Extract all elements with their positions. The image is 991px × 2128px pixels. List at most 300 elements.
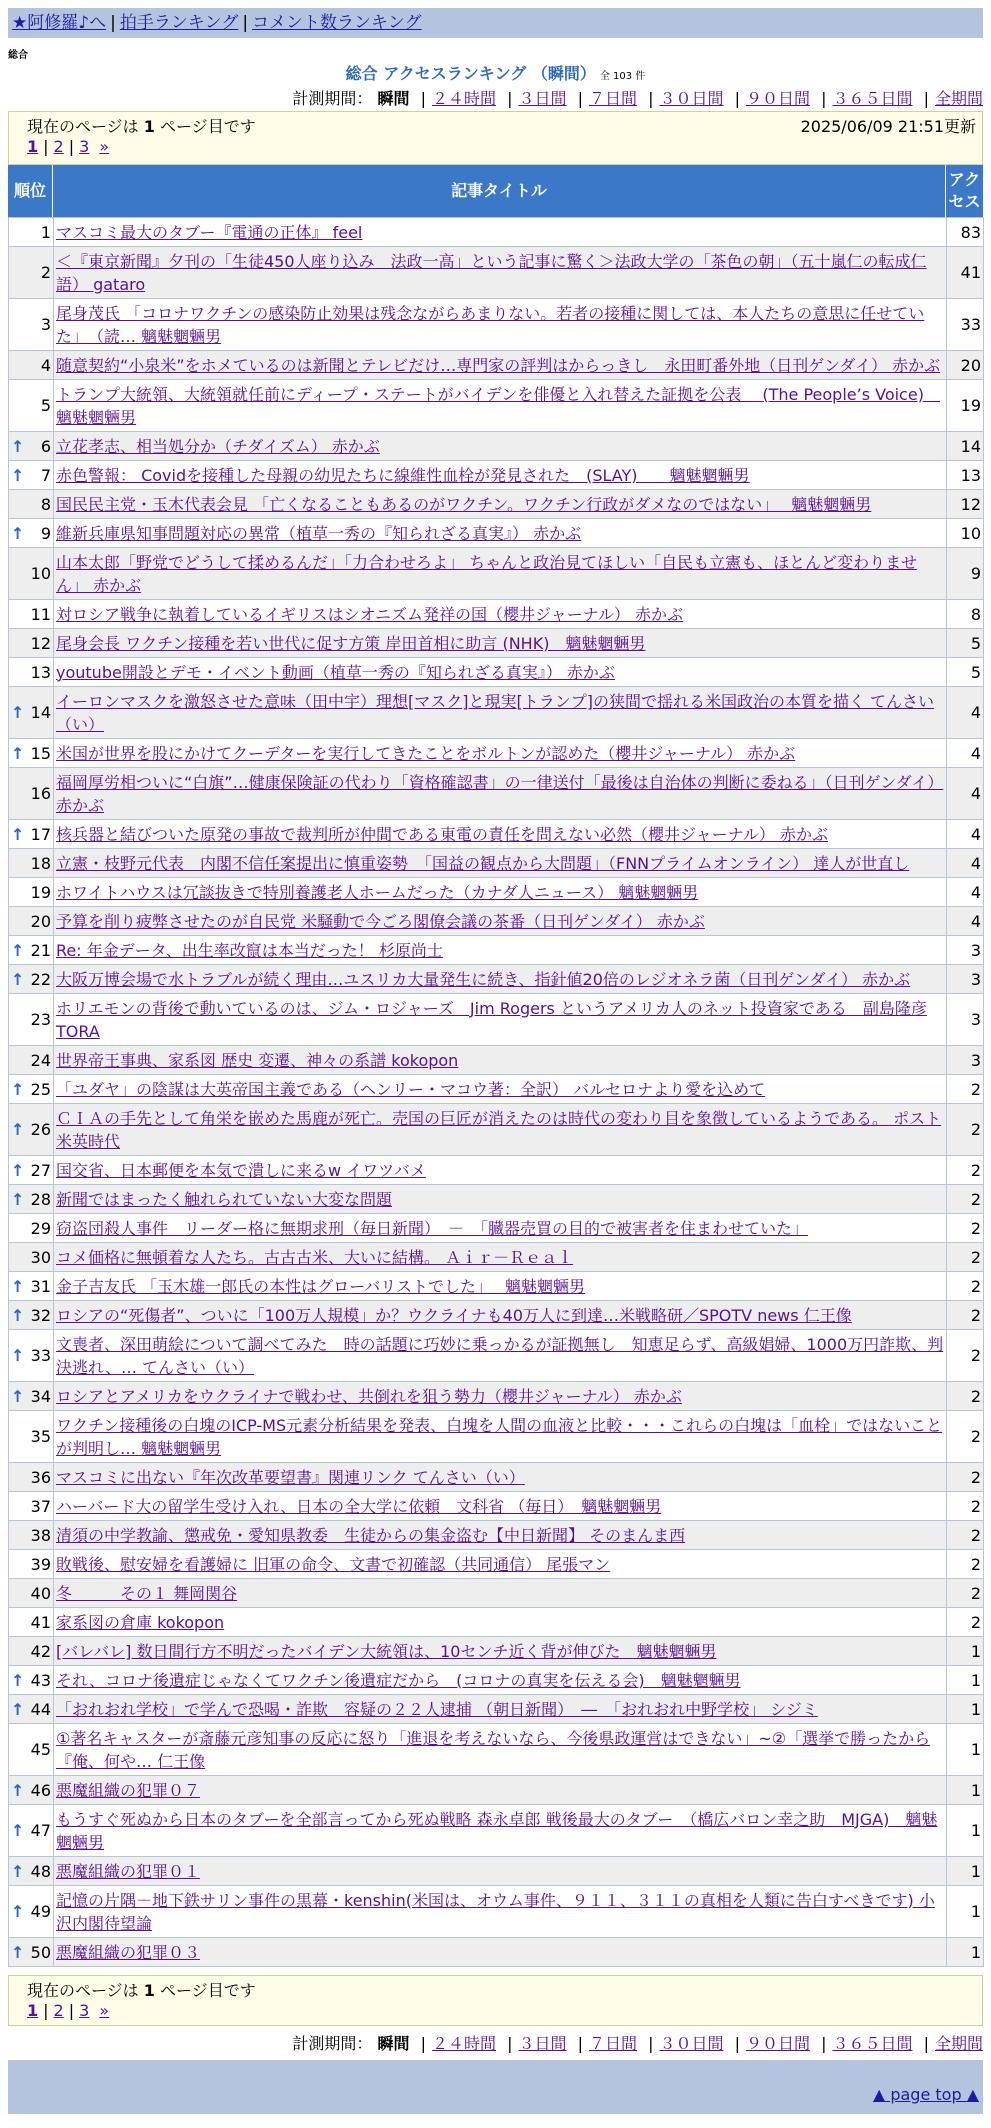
- article-title-link[interactable]: Re: 年金データ、出生率改竄は本当だった！ 杉原尚士: [56, 940, 443, 960]
- access-count: 5: [947, 629, 984, 658]
- page-1-link[interactable]: 1: [27, 137, 39, 156]
- rank-cell: [9, 600, 54, 629]
- rank-cell: [9, 1411, 54, 1463]
- rank-number: 20: [30, 911, 51, 931]
- table-row: [9, 658, 984, 687]
- period-label: 計測期間：: [292, 89, 373, 108]
- rank-number: 25: [30, 1079, 51, 1099]
- period-separator: |: [507, 2034, 513, 2053]
- article-title-link[interactable]: 立憲・枝野元代表 内閣不信任案提出に慎重姿勢 「国益の観点から大問題」（FNNプライムオンライン） 達人が世直し: [56, 853, 910, 873]
- category-label: 総合: [8, 50, 28, 61]
- rank-number: 37: [30, 1496, 51, 1516]
- title-cell: [54, 432, 947, 461]
- access-count: 4: [947, 907, 984, 936]
- rank-number: 39: [30, 1554, 51, 1574]
- rank-cell: [9, 1938, 54, 1967]
- table-row: [9, 600, 984, 629]
- period-separator: |: [420, 89, 426, 108]
- rank-cell: [9, 299, 54, 351]
- title-cell: [54, 658, 947, 687]
- title-cell: [54, 687, 947, 739]
- home-link[interactable]: ★阿修羅♪へ: [12, 13, 107, 33]
- article-title-link[interactable]: 随意契約“小泉米”をホメているのは新聞とテレビだけ…専門家の評判はからっきし 永田町番外地（日刊ゲンダイ） 赤かぶ: [56, 355, 941, 375]
- pagination: 1 | 2 | 3 »: [27, 2001, 110, 2020]
- comment-ranking-link[interactable]: コメント数ランキング: [252, 13, 422, 33]
- rank-up-arrow-icon: ↑: [11, 1160, 25, 1180]
- rank-number: 50: [30, 1942, 51, 1962]
- title-cell: [54, 994, 947, 1046]
- page-2-link[interactable]: 2: [53, 137, 64, 156]
- rank-cell: [9, 1214, 54, 1243]
- table-row: [9, 768, 984, 820]
- access-count: 2: [947, 1330, 984, 1382]
- rank-number: 45: [30, 1740, 51, 1759]
- article-title-link[interactable]: 金子吉友氏 「玉木雄一郎氏の本性はグローバリストでした」 魑魅魍魎男: [56, 1276, 586, 1296]
- access-count: 1: [947, 1637, 984, 1666]
- rank-up-arrow-icon: ↑: [11, 1699, 25, 1719]
- rank-cell: [9, 1886, 54, 1938]
- rank-number: 49: [30, 1902, 51, 1921]
- period-separator: |: [734, 89, 740, 108]
- table-row: [9, 380, 984, 432]
- nav-separator: |: [110, 13, 116, 33]
- access-count: 1: [947, 1805, 984, 1857]
- title-cell: [54, 1521, 947, 1550]
- article-title-link[interactable]: 「ユダヤ」の陰謀は大英帝国主義である（ヘンリー・マコウ著：全訳） バルセロナより愛を込めて: [56, 1079, 766, 1099]
- rank-cell: [9, 1301, 54, 1330]
- article-title-link[interactable]: マスコミ最大のタブー『電通の正体』 feel: [56, 222, 363, 242]
- page-title: [0, 61, 991, 84]
- period-all-link[interactable]: 全期間: [934, 2034, 983, 2053]
- table-header: [8, 165, 983, 217]
- article-title-link[interactable]: 悪魔組織の犯罪０１: [56, 1861, 201, 1881]
- access-count: 3: [947, 936, 984, 965]
- rank-number: 48: [30, 1861, 51, 1881]
- rank-cell: [9, 247, 54, 299]
- title-cell: [54, 1666, 947, 1695]
- access-count: 4: [947, 739, 984, 768]
- access-count: 12: [947, 490, 984, 519]
- article-title-link[interactable]: トランプ大統領、大統領就任前にディープ・ステートがバイデンを俳優と入れ替えた証拠を公表 (The People’s Voice) 魑魅魍魎男: [56, 384, 940, 427]
- article-title-link[interactable]: もうすぐ死ぬから日本のタブーを全部言ってから死ぬ戦略 森永卓郎 戦後最大のタブー （橋広バロン幸之助 MJGA) 魑魅魍魎男: [56, 1809, 938, 1852]
- rank-number: 31: [30, 1276, 51, 1296]
- access-count: 2: [947, 1579, 984, 1608]
- table-row: [9, 994, 984, 1046]
- title-cell: [54, 1243, 947, 1272]
- rank-up-arrow-icon: ↑: [11, 1079, 25, 1099]
- rank-up-arrow-icon: ↑: [11, 743, 25, 763]
- table-row: [9, 247, 984, 299]
- article-title-link[interactable]: 尾身茂氏 「コロナワクチンの感染防止効果は残念ながらあまりない。若者の接種に関しては、本人たちの意思に任せていた」 （読… 魑魅魍魎男: [56, 303, 925, 346]
- period-7d-link[interactable]: ７日間: [588, 89, 637, 108]
- ranking-table: [8, 217, 984, 1967]
- access-count: 2: [947, 1301, 984, 1330]
- title-cell: [54, 1104, 947, 1156]
- article-title-link[interactable]: ワクチン接種後の白塊のICP-MS元素分析結果を発表、白塊を人間の血液と比較・・・これらの白塊は「血栓」ではないことが判明し… 魑魅魍魎男: [56, 1415, 943, 1458]
- current-page-number: 1: [143, 1981, 155, 2000]
- rank-number: 28: [30, 1189, 51, 1209]
- article-title-link[interactable]: ロシアの“死傷者”、ついに「100万人規模」か？ウクライナも40万人に到達…米戦略研／SPOTV news 仁王像: [56, 1305, 852, 1325]
- period-30d-link[interactable]: ３０日間: [659, 2034, 724, 2053]
- period-separator: |: [648, 2034, 654, 2053]
- title-cell: [54, 936, 947, 965]
- access-count: 8: [947, 600, 984, 629]
- article-title-link[interactable]: 大阪万博会場で水トラブルが続く理由…ユスリカ大量発生に続き、指針値20倍のレジオネラ菌（日刊ゲンダイ） 赤かぶ: [56, 969, 911, 989]
- table-row: [9, 820, 984, 849]
- rank-cell: [9, 820, 54, 849]
- title-cell: [54, 247, 947, 299]
- title-cell: [54, 907, 947, 936]
- current-page-text: [27, 114, 256, 137]
- period-separator: |: [923, 89, 929, 108]
- rank-cell: [9, 218, 54, 247]
- table-row: [9, 1938, 984, 1967]
- rank-cell: [9, 965, 54, 994]
- access-count: 1: [947, 1886, 984, 1938]
- title-cell: [54, 629, 947, 658]
- table-row: [9, 1185, 984, 1214]
- period-label: 計測期間：: [292, 2034, 373, 2053]
- rank-cell: [9, 548, 54, 600]
- rank-number: 42: [30, 1641, 51, 1661]
- rank-number: 24: [30, 1050, 51, 1070]
- access-count: 3: [947, 1046, 984, 1075]
- rank-cell: [9, 1492, 54, 1521]
- table-row: [9, 1886, 984, 1938]
- article-title-link[interactable]: 赤色警報： Covidを接種した母親の幼児たちに線維性血栓が発見された (SLAY) 魑魅魍魎男: [56, 465, 750, 485]
- total-count: 全 103 件: [599, 71, 646, 82]
- access-count: 2: [947, 1411, 984, 1463]
- article-title-link[interactable]: 国交省、日本郵便を本気で潰しに来るw イワツバメ: [56, 1160, 426, 1180]
- article-title-link[interactable]: 敗戦後、慰安婦を看護婦に 旧軍の命令、文書で初確認（共同通信） 尾張マン: [56, 1554, 611, 1574]
- article-title-link[interactable]: 冬 その１ 舞岡関谷: [56, 1583, 238, 1603]
- article-title-link[interactable]: イーロンマスクを激怒させた意味（田中宇）理想[マスク]と現実[トランプ]の狭間で揺れる米国政治の本質を描く てんさい（い）: [56, 691, 935, 734]
- article-title-link[interactable]: 維新兵庫県知事問題対応の異常（植草一秀の『知られざる真実』） 赤かぶ: [56, 523, 582, 543]
- rank-number: 16: [30, 784, 51, 803]
- nav-separator: |: [242, 13, 249, 33]
- rank-cell: [9, 658, 54, 687]
- current-page-text: [27, 1978, 256, 2001]
- period-24h-link[interactable]: ２４時間: [431, 2034, 496, 2053]
- table-row: [9, 965, 984, 994]
- rank-number: 22: [30, 969, 51, 989]
- title-cell: [54, 218, 947, 247]
- article-title-link[interactable]: ホワイトハウスは冗談抜きで特別養護老人ホームだった（カナダ人ニュース） 魑魅魍魎男: [56, 882, 699, 902]
- title-cell: [54, 1579, 947, 1608]
- article-title-link[interactable]: 記憶の片隅－地下鉄サリン事件の黒幕・kenshin(米国は、オウム事件、９１１、３１１の真相を人類に告白すべきです) 小沢内閣待望論: [56, 1890, 935, 1933]
- title-cell: [54, 1608, 947, 1637]
- access-count: 4: [947, 878, 984, 907]
- article-title-link[interactable]: 核兵器と結びついた原発の事故で裁判所が仲間である東電の責任を問えない必然（櫻井ジャーナル） 赤かぶ: [56, 824, 828, 844]
- table-row: [9, 1272, 984, 1301]
- rank-cell: [9, 1521, 54, 1550]
- title-cell: [54, 768, 947, 820]
- table-row: [9, 1666, 984, 1695]
- rank-cell: [9, 1185, 54, 1214]
- title-cell: [54, 1550, 947, 1579]
- article-title-link[interactable]: 世界帝王事典、家系図 歴史 変遷、神々の系譜 kokopon: [56, 1050, 459, 1070]
- table-row: [9, 1214, 984, 1243]
- rank-cell: [9, 1104, 54, 1156]
- period-365d-link[interactable]: ３６５日間: [832, 2034, 913, 2053]
- rank-cell: [9, 936, 54, 965]
- table-row: [9, 849, 984, 878]
- rank-up-arrow-icon: ↑: [11, 703, 25, 722]
- access-count: 2: [947, 1214, 984, 1243]
- rank-number: 27: [30, 1160, 51, 1180]
- title-cell: [54, 519, 947, 548]
- title-cell: [54, 849, 947, 878]
- rank-up-arrow-icon: ↑: [11, 1780, 25, 1800]
- rank-up-arrow-icon: ↑: [11, 1902, 25, 1921]
- access-count: 1: [947, 1724, 984, 1776]
- article-title-link[interactable]: 国民民主党・玉木代表会見 「亡くなることもあるのがワクチン。ワクチン行政がダメなのではない」 魑魅魍魎男: [56, 494, 872, 514]
- article-title-link[interactable]: 「おれおれ学校」で学んで恐喝・詐欺 容疑の２２人逮捕 （朝日新聞） ― 「おれおれ中野学校」 シジミ: [56, 1699, 818, 1719]
- title-cell: [54, 1695, 947, 1724]
- title-cell: [54, 600, 947, 629]
- rank-number: 3: [40, 315, 51, 334]
- period-90d-link[interactable]: ９０日間: [745, 89, 810, 108]
- article-title-link[interactable]: 文喪者、深田萌絵について調べてみた 時の話題に巧妙に乗っかるが証拠無し 知恵足らず、高級娼婦、1000万円詐欺、判決逃れ、… てんさい（い）: [56, 1334, 944, 1377]
- title-cell: [54, 1637, 947, 1666]
- rank-cell: [9, 1776, 54, 1805]
- rank-cell: [9, 1695, 54, 1724]
- title-cell: [54, 1886, 947, 1938]
- next-page-link[interactable]: »: [99, 2001, 110, 2020]
- table-row: [9, 1550, 984, 1579]
- rank-cell: [9, 768, 54, 820]
- article-title-link[interactable]: 山本太郎「野党でどうして揉めるんだ」「力合わせろよ」 ちゃんと政治見てほしい「自民も立憲も、ほとんど変わりません」 赤かぶ: [56, 552, 918, 595]
- article-title-link[interactable]: 米国が世界を股にかけてクーデターを実行してきたことをボルトンが認めた（櫻井ジャーナル） 赤かぶ: [56, 743, 796, 763]
- title-cell: [54, 380, 947, 432]
- page-3-link[interactable]: 3: [79, 137, 90, 156]
- rank-number: 38: [30, 1525, 51, 1545]
- rank-cell: [9, 1330, 54, 1382]
- title-cell: [54, 739, 947, 768]
- next-page-link[interactable]: »: [99, 137, 110, 156]
- table-row: [9, 1724, 984, 1776]
- access-count: 2: [947, 1243, 984, 1272]
- page-info-top: [8, 111, 983, 165]
- period-current: 瞬間: [377, 2034, 410, 2053]
- table-row: [9, 1463, 984, 1492]
- period-90d-link[interactable]: ９０日間: [745, 2034, 810, 2053]
- rank-up-arrow-icon: ↑: [11, 1189, 25, 1209]
- access-count: 13: [947, 461, 984, 490]
- table-row: [9, 1492, 984, 1521]
- table-row: [9, 1301, 984, 1330]
- article-title-link[interactable]: それ、コロナ後遺症じゃなくてワクチン後遺症だから (コロナの真実を伝える会) 魑魅魍魎男: [56, 1670, 741, 1690]
- title-cell: [54, 1185, 947, 1214]
- rank-number: 17: [30, 824, 51, 844]
- article-title-link[interactable]: 尾身会長 ワクチン接種を若い世代に促す方策 岸田首相に助言 (NHK) 魑魅魍魎男: [56, 633, 646, 653]
- period-all-link[interactable]: 全期間: [934, 89, 983, 108]
- title-cell: [54, 1382, 947, 1411]
- rank-up-arrow-icon: ↑: [11, 523, 25, 543]
- rank-number: 23: [30, 1010, 51, 1029]
- table-row: [9, 629, 984, 658]
- table-row: [9, 519, 984, 548]
- page-3-link[interactable]: 3: [79, 2001, 90, 2020]
- access-count: 10: [947, 519, 984, 548]
- rank-number: 14: [30, 703, 51, 722]
- rank-cell: [9, 380, 54, 432]
- rank-up-arrow-icon: ↑: [11, 1305, 25, 1325]
- rank-cell: [9, 687, 54, 739]
- access-count: 2: [947, 1075, 984, 1104]
- access-count: 5: [947, 658, 984, 687]
- title-cell: [54, 1776, 947, 1805]
- rank-number: 11: [30, 604, 51, 624]
- article-title-link[interactable]: ①著名キャスターが斎藤元彦知事の反応に怒り「進退を考えないなら、今後県政運営はできない」~②「選挙で勝ったから『俺、何や… 仁王像: [56, 1728, 931, 1771]
- rank-number: 12: [30, 633, 51, 653]
- rank-number: 6: [40, 436, 51, 456]
- article-title-link[interactable]: 予算を削り疲弊させたのが自民党 米騒動で今ごろ閣僚会議の茶番（日刊ゲンダイ） 赤かぶ: [56, 911, 705, 931]
- rank-number: 40: [30, 1583, 51, 1603]
- table-row: [9, 218, 984, 247]
- article-title-link[interactable]: youtube開設とデモ・イベント動画（植草一秀の『知られざる真実』） 赤かぶ: [56, 662, 615, 682]
- title-cell: [54, 1330, 947, 1382]
- table-row: [9, 1776, 984, 1805]
- access-count: 3: [947, 965, 984, 994]
- access-count: 1: [947, 1938, 984, 1967]
- period-separator: |: [577, 89, 583, 108]
- rank-number: 13: [30, 662, 51, 682]
- access-count: 4: [947, 687, 984, 739]
- rank-number: 26: [30, 1120, 51, 1139]
- title-cell: [54, 965, 947, 994]
- table-row: [9, 1330, 984, 1382]
- title-cell: [54, 1938, 947, 1967]
- rank-cell: [9, 1156, 54, 1185]
- rank-cell: [9, 907, 54, 936]
- rank-cell: [9, 1579, 54, 1608]
- access-count: 2: [947, 1156, 984, 1185]
- table-row: [9, 1243, 984, 1272]
- table-row: [9, 687, 984, 739]
- rank-cell: [9, 1637, 54, 1666]
- rank-up-arrow-icon: ↑: [11, 1821, 25, 1840]
- access-column-header: アクセス: [946, 165, 983, 217]
- rank-up-arrow-icon: ↑: [11, 1276, 25, 1296]
- period-7d-link[interactable]: ７日間: [588, 2034, 637, 2053]
- pagination: 1 | 2 | 3 »: [27, 137, 110, 156]
- title-cell: [54, 878, 947, 907]
- table-row: [9, 878, 984, 907]
- article-title-link[interactable]: ＜『東京新聞』夕刊の「生徒450人座り込み 法政一高」という記事に驚く＞法政大学の「茶色の朝」（五十嵐仁の転成仁語） gataro: [56, 251, 927, 294]
- access-count: 2: [947, 1382, 984, 1411]
- article-title-link[interactable]: [バレバレ] 数日間行方不明だったバイデン大統領は、10センチ近く背が伸びた 魑魅魍魎男: [56, 1641, 717, 1661]
- article-title-link[interactable]: ＣＩＡの手先として角栄を嵌めた馬鹿が死亡。売国の巨匠が消えたのは時代の変わり目を象徴しているようである。 ポスト米英時代: [56, 1108, 942, 1151]
- title-cell: [54, 1805, 947, 1857]
- period-24h-link[interactable]: ２４時間: [431, 89, 496, 108]
- title-cell: [54, 1411, 947, 1463]
- rank-number: 19: [30, 882, 51, 902]
- article-title-link[interactable]: 悪魔組織の犯罪０７: [56, 1780, 201, 1800]
- page-2-link[interactable]: 2: [53, 2001, 64, 2020]
- article-title-link[interactable]: 福岡厚労相ついに“白旗”…健康保険証の代わり「資格確認書」の一律送付「最後は自治体の判断に委ねる」（日刊ゲンダイ） 赤かぶ: [56, 772, 944, 815]
- access-count: 20: [947, 351, 984, 380]
- access-count: 4: [947, 768, 984, 820]
- current-page-suffix: ページ目です: [160, 117, 256, 136]
- article-title-link[interactable]: 窃盗団殺人事件 リーダー格に無期求刑（毎日新聞） － 「臓器売買の目的で被害者を住まわせていた」: [56, 1218, 809, 1238]
- article-title-link[interactable]: ホリエモンの背後で動いているのは、ジム・ロジャーズ Jim Rogers というアメリカ人のネット投資家である 副島隆彦 TORA: [56, 998, 927, 1041]
- access-count: 2: [947, 1185, 984, 1214]
- rank-up-arrow-icon: ↑: [11, 1386, 25, 1406]
- title-cell: [54, 1463, 947, 1492]
- rank-number: 33: [30, 1346, 51, 1365]
- rank-cell: [9, 490, 54, 519]
- rank-up-arrow-icon: ↑: [11, 969, 25, 989]
- period-3d-link[interactable]: ３日間: [518, 2034, 567, 2053]
- page-top-link[interactable]: ▲ page top ▲: [872, 2085, 979, 2104]
- access-count: 1: [947, 1776, 984, 1805]
- title-cell: [54, 1272, 947, 1301]
- top-navigation: [8, 8, 983, 38]
- rank-cell: [9, 1666, 54, 1695]
- rank-up-arrow-icon: ↑: [11, 1346, 25, 1365]
- page-info-bottom: [8, 1975, 983, 2026]
- rank-cell: [9, 1608, 54, 1637]
- table-row: [9, 739, 984, 768]
- rank-cell: [9, 1724, 54, 1776]
- period-30d-link[interactable]: ３０日間: [659, 89, 724, 108]
- article-title-link[interactable]: 清須の中学教諭、懲戒免・愛知県教委 生徒からの集金盗む【中日新聞】 そのまんま西: [56, 1525, 686, 1545]
- table-row: [9, 432, 984, 461]
- article-title-link[interactable]: コメ価格に無頓着な人たち。古古古米、大いに結構。 Ａｉｒ－Ｒｅａｌ: [56, 1247, 574, 1267]
- rank-number: 15: [30, 743, 51, 763]
- article-title-link[interactable]: ハーバード大の留学生受け入れ、日本の全大学に依頼 文科省 （毎日） 魑魅魍魎男: [56, 1496, 662, 1516]
- rank-cell: [9, 1550, 54, 1579]
- title-cell: [54, 1857, 947, 1886]
- article-title-link[interactable]: 立花孝志、相当処分か（チダイズム） 赤かぶ: [56, 436, 380, 456]
- article-title-link[interactable]: マスコミに出ない『年次改革要望書』関連リンク てんさい（い）: [56, 1467, 525, 1487]
- article-title-link[interactable]: ロシアとアメリカをウクライナで戦わせ、共倒れを狙う勢力（櫻井ジャーナル） 赤かぶ: [56, 1386, 682, 1406]
- period-365d-link[interactable]: ３６５日間: [832, 89, 913, 108]
- period-3d-link[interactable]: ３日間: [518, 89, 567, 108]
- access-count: 2: [947, 1272, 984, 1301]
- article-title-link[interactable]: 対ロシア戦争に執着しているイギリスはシオニズム発祥の国（櫻井ジャーナル） 赤かぶ: [56, 604, 684, 624]
- article-title-link[interactable]: 家系図の倉庫 kokopon: [56, 1612, 225, 1632]
- access-count: 4: [947, 849, 984, 878]
- table-row: [9, 1075, 984, 1104]
- access-count: 19: [947, 380, 984, 432]
- applause-ranking-link[interactable]: 拍手ランキング: [119, 13, 239, 33]
- article-title-link[interactable]: 新聞ではまったく触れられていない大変な問題: [56, 1189, 393, 1209]
- page-1-link[interactable]: 1: [27, 2001, 39, 2020]
- current-page-suffix: ページ目です: [160, 1981, 256, 2000]
- table-row: [9, 1382, 984, 1411]
- title-cell: [54, 1301, 947, 1330]
- rank-number: 32: [30, 1305, 51, 1325]
- table-row: [9, 299, 984, 351]
- article-title-link[interactable]: 悪魔組織の犯罪０３: [56, 1942, 201, 1962]
- rank-cell: [9, 739, 54, 768]
- rank-cell: [9, 849, 54, 878]
- access-count: 33: [947, 299, 984, 351]
- access-count: 1: [947, 1857, 984, 1886]
- rank-up-arrow-icon: ↑: [11, 1942, 25, 1962]
- title-cell: [54, 548, 947, 600]
- access-count: 4: [947, 820, 984, 849]
- rank-cell: [9, 1243, 54, 1272]
- rank-cell: [9, 1272, 54, 1301]
- table-row: [9, 1156, 984, 1185]
- rank-number: 10: [30, 564, 51, 583]
- rank-cell: [9, 878, 54, 907]
- table-row: [9, 548, 984, 600]
- title-cell: [54, 820, 947, 849]
